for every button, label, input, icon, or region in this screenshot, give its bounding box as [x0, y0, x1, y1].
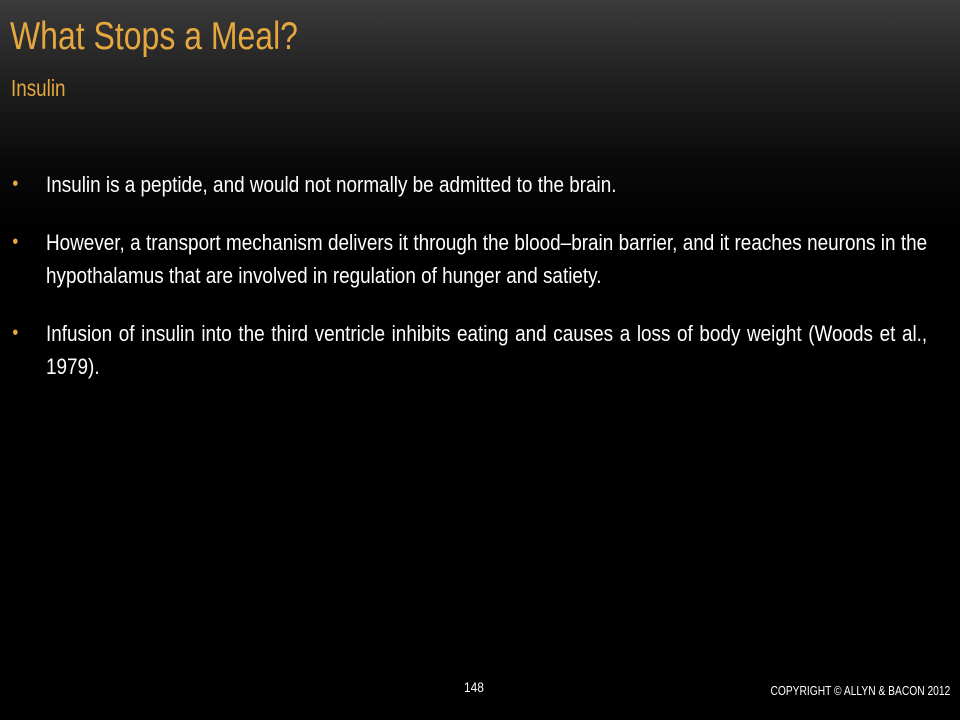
- copyright-notice: COPYRIGHT © ALLYN & BACON 2012: [770, 684, 950, 698]
- bullet-list: [12, 168, 928, 408]
- slide-subtitle: Insulin: [11, 75, 66, 101]
- bullet-text: Infusion of insulin into the third ventricle inhibits eating and causes a loss of body weight (Woods et al., 1979).: [46, 320, 928, 379]
- page-number: 148: [464, 679, 484, 695]
- bullet-icon: •: [12, 173, 19, 195]
- bullet-text: However, a transport mechanism delivers it through the blood–brain barrier, and it reaches neurons in the hypothalamus that are involved in regulation of hunger and satiety.: [46, 229, 928, 288]
- bullet-item: [12, 317, 928, 384]
- bullet-text: Insulin is a peptide, and would not normally be admitted to the brain.: [46, 172, 617, 197]
- bullet-icon: •: [12, 321, 19, 344]
- slide-title: What Stops a Meal?: [10, 15, 298, 58]
- bullet-item: [12, 168, 927, 202]
- bullet-icon: •: [12, 230, 19, 253]
- bullet-item: [12, 226, 928, 293]
